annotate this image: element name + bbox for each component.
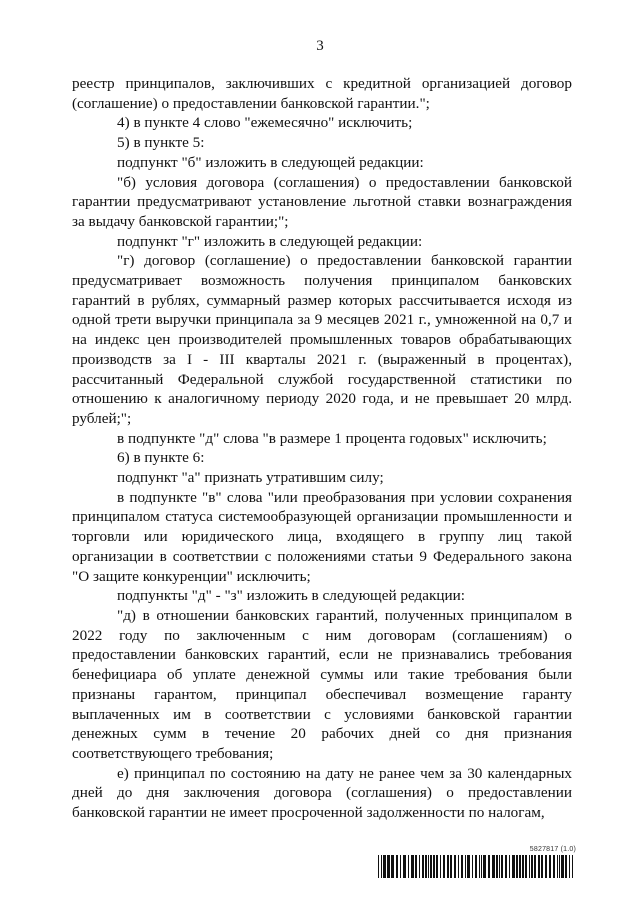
barcode-bar — [436, 855, 438, 878]
barcode-bar — [391, 855, 394, 878]
barcode-bar — [496, 855, 498, 878]
barcode-bar — [488, 855, 490, 878]
barcode-bar — [400, 855, 401, 878]
barcode-bar — [411, 855, 414, 878]
barcode-bar — [422, 855, 424, 878]
barcode-bar — [383, 855, 386, 878]
paragraph: подпункты "д" - "з" изложить в следующей редакции: — [117, 587, 465, 605]
paragraph: реестр принципалов, заключивших с кредитной организацией договор (соглашение) о предоставлении банковской гарантии."; — [72, 75, 572, 112]
barcode-bar — [461, 855, 463, 878]
barcode-bar — [534, 855, 536, 878]
barcode-bar — [553, 855, 555, 878]
barcode-bar — [538, 855, 540, 878]
barcode-bar — [516, 855, 518, 878]
barcode-bar — [557, 855, 558, 878]
barcode-bar — [415, 855, 417, 878]
barcode-bar — [447, 855, 449, 878]
barcode-bar — [572, 855, 573, 878]
barcode-bar — [387, 855, 390, 878]
paragraph: "б) условия договора (соглашения) о предоставлении банковской гарантии предусматривают установление льготной ставки вознаграждения за выдачу банковской гарантии;"; — [72, 173, 572, 230]
barcode-bar — [472, 855, 473, 878]
barcode-bar — [529, 855, 530, 878]
document-body — [72, 74, 572, 823]
barcode-bar — [430, 855, 432, 878]
barcode-bar — [519, 855, 521, 878]
paragraph: подпункт "а" признать утратившим силу; — [117, 469, 384, 487]
barcode-icon — [378, 855, 573, 878]
barcode-bar — [565, 855, 567, 878]
barcode-bar — [458, 855, 459, 878]
barcode-bar — [505, 855, 507, 878]
barcode-bar — [378, 855, 379, 878]
barcode-bar — [425, 855, 427, 878]
barcode-bar — [419, 855, 420, 878]
barcode-bar — [381, 855, 382, 878]
barcode-bar — [512, 855, 515, 878]
barcode-bar — [559, 855, 560, 878]
barcode-bar — [561, 855, 564, 878]
barcode-bar — [454, 855, 456, 878]
barcode-bar — [465, 855, 466, 878]
barcode-bar — [396, 855, 398, 878]
paragraph: в подпункте "в" слова "или преобразования при условии сохранения принципалом статуса системообразующей организации промышленности и торговли или юридического лица, входящего в группу лиц такой организации в соответствии с положениями статьи 9 Федерального закона "О защите конкуренции" исключить; — [72, 488, 572, 585]
paragraph: "д) в отношении банковских гарантий, полученных принципалом в 2022 году по заключенным с ним договорам (соглашениям) о предоставлении банковских гарантий, если не признавались требования бенефициара об уплате денежной суммы или такие требования были признаны гарантом, принципал обеспечивал возмещение гаранту выплаченных им в соответствии с условиями банковской гарантии денежных сумм в течение 20 рабочих дней со дня признания соответствующего требования; — [72, 606, 572, 762]
barcode-bar — [483, 855, 486, 878]
barcode-bar — [549, 855, 551, 878]
barcode-bar — [522, 855, 524, 878]
barcode-bar — [545, 855, 547, 878]
barcode-bar — [479, 855, 480, 878]
barcode-bar — [475, 855, 477, 878]
barcode-bar — [481, 855, 482, 878]
barcode-bar — [499, 855, 500, 878]
barcode-bar — [408, 855, 409, 878]
paragraph: "г) договор (соглашение) о предоставлении банковской гарантии предусматривает возможность получения принципалом банковских гарантий в рублях, суммарный размер которых рассчитывается исходя из одной трети выручки принципала за 9 месяцев 2021 г., умноженной на 0,7 и на индекс цен производителей промышленных товаров обрабатывающих производств за I - III кварталы 2021 г. (выраженный в процентах), рассчитанный Федеральной службой государственной статистики по отношению к аналогичному периоду 2020 года, и не превышает 20 млрд. рублей;"; — [72, 252, 572, 427]
barcode-bar — [433, 855, 435, 878]
paragraph: подпункт "г" изложить в следующей редакции: — [117, 232, 423, 250]
barcode-bar — [467, 855, 470, 878]
barcode-bar — [525, 855, 527, 878]
barcode-bar — [443, 855, 445, 878]
paragraph: 4) в пункте 4 слово "ежемесячно" исключить; — [117, 114, 413, 132]
barcode-bar — [501, 855, 503, 878]
document-code: 5827817 (1.0) — [529, 846, 576, 853]
paragraph: подпункт "б" изложить в следующей редакции: — [117, 153, 424, 171]
barcode-bar — [450, 855, 452, 878]
page-number: 3 — [316, 38, 324, 54]
barcode-bar — [509, 855, 510, 878]
barcode-bar — [440, 855, 441, 878]
paragraph: 6) в пункте 6: — [117, 449, 205, 467]
paragraph: 5) в пункте 5: — [117, 134, 205, 152]
barcode-bar — [569, 855, 570, 878]
paragraph: е) принципал по состоянию на дату не ранее чем за 30 календарных дней до дня заключения договора (соглашения) о предоставлении банковской гарантии не имеет просроченной задолженности по налогам, — [72, 764, 572, 822]
barcode-bar — [541, 855, 543, 878]
barcode-bar — [492, 855, 495, 878]
barcode-bar — [403, 855, 406, 878]
barcode-bar — [531, 855, 533, 878]
barcode-bar — [428, 855, 429, 878]
paragraph: в подпункте "д" слова "в размере 1 процента годовых" исключить; — [117, 429, 547, 447]
